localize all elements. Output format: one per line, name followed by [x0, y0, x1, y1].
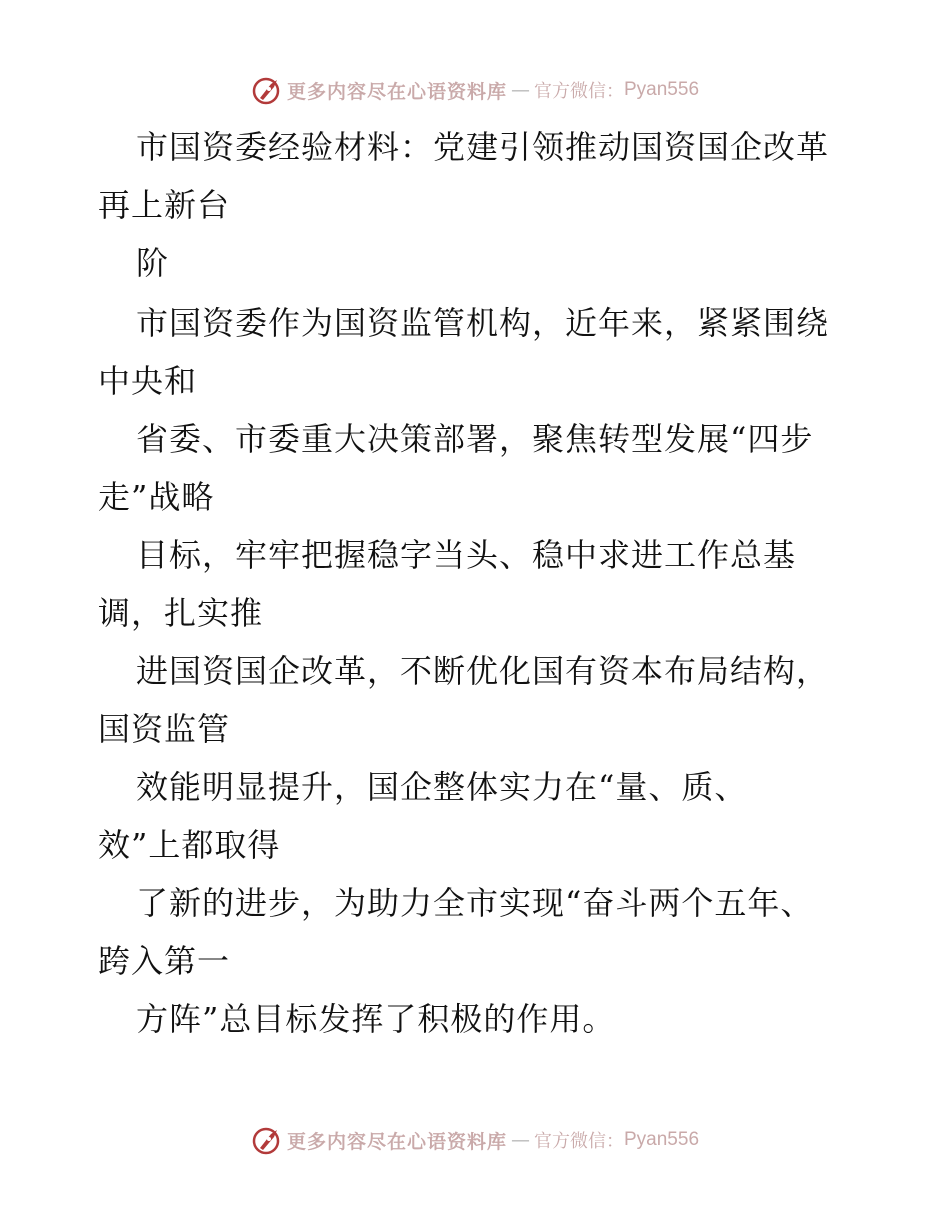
pen-nib-logo-icon [251, 74, 283, 106]
paragraph-line: 目标，牢牢把握稳字当头、稳中求进工作总基 [136, 536, 797, 574]
paragraph-line: 国资监管 [98, 710, 231, 748]
banner-brand-text: 更多内容尽在心语资料库 [286, 80, 507, 103]
paragraph-line: 进国资国企改革，不断优化国有资本布局结构， [136, 652, 830, 690]
paragraph-line: 走”战略 [98, 478, 215, 516]
banner-separator: — [511, 79, 530, 101]
paragraph-line: 效”上都取得 [98, 826, 281, 864]
paragraph-line: 效能明显提升，国企整体实力在“量、质、 [136, 768, 748, 806]
header-banner [0, 68, 950, 112]
banner-wechat-label: 官方微信： [534, 81, 624, 102]
banner-wechat-id: Pyan556 [624, 1129, 700, 1150]
banner-separator: — [511, 1129, 530, 1151]
paragraph-line: 了新的进步，为助力全市实现“奋斗两个五年、 [136, 884, 814, 922]
paragraph-line: 调，扎实推 [98, 594, 264, 632]
paragraph-line: 方阵”总目标发挥了积极的作用。 [136, 1000, 616, 1038]
paragraph-line: 中央和 [98, 362, 198, 400]
document-title-line-1: 市国资委经验材料：党建引领推动国资国企改革 [136, 128, 830, 166]
document-title-line-3: 阶 [136, 244, 170, 282]
banner-brand-text: 更多内容尽在心语资料库 [286, 1130, 507, 1153]
pen-nib-logo-icon [251, 1124, 283, 1156]
footer-banner [0, 1118, 950, 1162]
paragraph-line: 省委、市委重大决策部署，聚焦转型发展“四步 [136, 420, 814, 458]
banner-wechat-id: Pyan556 [624, 79, 700, 100]
document-title-line-2: 再上新台 [98, 186, 231, 224]
paragraph-line: 跨入第一 [98, 942, 231, 980]
banner-wechat-label: 官方微信： [534, 1131, 624, 1152]
paragraph-line: 市国资委作为国资监管机构，近年来，紧紧围绕 [136, 304, 830, 342]
